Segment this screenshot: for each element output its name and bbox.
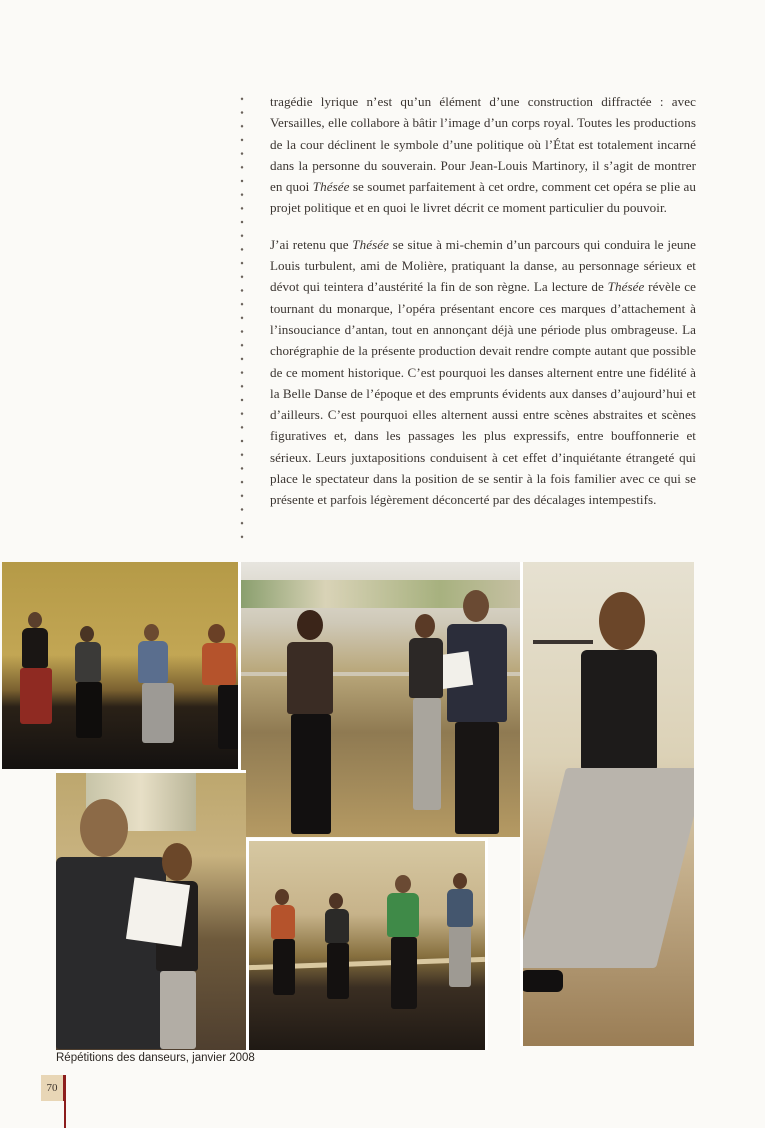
paragraph-2-text-a: J’ai retenu que — [270, 236, 353, 252]
dancer-figure — [70, 626, 110, 741]
opera-title: Thésée — [352, 236, 389, 252]
rehearsal-photo-mirror-room — [238, 562, 524, 837]
paragraph-2-text-b: se situe à mi-chemin d’un parcours qui conduira le jeune Louis turbulent, ami de Molière, pratiquant la danse, au personnage sérieux et dévot qui teintera d’austérité la fin de son règne. La lecture de — [270, 236, 696, 295]
dancer-figure — [403, 614, 453, 814]
margin-dot-rule — [238, 92, 246, 544]
rehearsal-photo-solo-dancer — [520, 562, 694, 1046]
dancer-figure — [273, 610, 353, 836]
dancer-figure — [319, 893, 359, 1003]
folio-rule — [64, 1075, 66, 1128]
script-paper — [126, 877, 190, 946]
rehearsal-photo-group-line — [2, 562, 271, 769]
paragraph-1-text-b: se soumet parfaitement à cet ordre, comment cet opéra se plie au projet politique et en quoi le livret décrit ce moment particulier du pouvoir. — [270, 179, 696, 216]
paragraph-1-text-a: tragédie lyrique n’est qu’un élément d’une construction diffractée : avec Versailles, elle collabore à bâtir l’image d’un corps royal. Toutes les productions de la cour déclinent le symbole d’une politique où l’État est totalement incarné dans la personne du souverain. Pour Jean-Louis Martinory, il s’agit de montrer en quoi — [270, 94, 696, 195]
paragraph-1 — [270, 91, 696, 219]
page-number: 70 — [41, 1075, 65, 1101]
dancer-figure — [520, 592, 693, 1032]
body-text-column — [270, 91, 696, 511]
dancer-figure — [16, 612, 56, 732]
dancer-figure — [381, 875, 431, 1015]
rehearsal-photo-ensemble — [246, 838, 488, 1050]
paragraph-2-text-c: révèle ce tournant du monarque, l’opéra présentant encore ces marques d’attachement à l’insouciance d’antan, tout en annonçant déjà une période plus ombrageuse. La chorégraphie de la présente production devait rendre compte autant que possible de ce moment historique. C’est pourquoi les danses alternent entre une fidélité à la Belle Danse de l’époque et des emprunts évidents aux danses d’aujourd’hui et d’ailleurs. C’est pourquoi elles alternent aussi entre scènes abstraites et scènes figuratives et, dans les passages les plus expressifs, entre bouffonnerie et sérieux. Leurs juxtapositions conduisent à cet effet d’inquiétante étrangeté qui place le spectateur dans la position de se sentir à la fois familier avec ce qui se présente et parfois légèrement déconcerté par des décalages intempestifs. — [270, 279, 696, 508]
opera-title: Thésée — [607, 279, 645, 295]
rehearsal-photo-reading-scene — [56, 770, 246, 1050]
dancer-figure — [132, 624, 182, 749]
photo-caption: Répétitions des danseurs, janvier 2008 — [56, 1052, 255, 1064]
opera-title: Thésée — [312, 179, 350, 195]
dancer-figure — [443, 873, 481, 993]
paragraph-2 — [270, 234, 696, 511]
dancer-figure — [265, 889, 305, 999]
